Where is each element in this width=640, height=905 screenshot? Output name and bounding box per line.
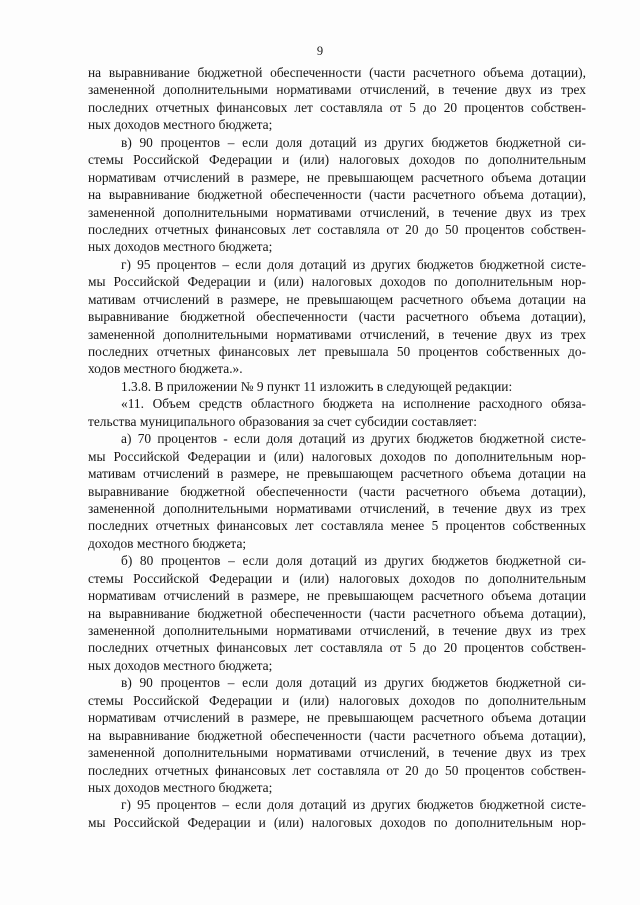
text-line: 1.3.8. В приложении № 9 пункт 11 изложить в следующей редакции: xyxy=(121,378,513,394)
text-line: последних отчетных финансовых лет составляла менее 5 процентов собственных xyxy=(88,518,586,534)
text-line: стемы Российской Федерации и (или) налоговых доходов по дополнительным xyxy=(88,692,586,708)
text-line: мы Российской Федерации и (или) налоговых доходов по дополнительным нор- xyxy=(88,814,586,830)
text-line: «11. Объем средств областного бюджета на исполнение расходного обяза- xyxy=(121,396,586,412)
text-line: последних отчетных финансовых лет составляла от 5 до 20 процентов собствен- xyxy=(88,99,586,115)
text-line: тельства муниципального образования за счет субсидии составляет: xyxy=(88,413,477,429)
text-line: а) 70 процентов - если доля дотаций из других бюджетов бюджетной систе- xyxy=(121,431,586,447)
text-line: б) 80 процентов – если доля дотаций из других бюджетов бюджетной си- xyxy=(121,553,586,569)
text-line: замененной дополнительными нормативами отчислений, в течение двух из трех xyxy=(88,326,586,342)
text-line: ходов местного бюджета.». xyxy=(88,361,243,377)
page-number: 9 xyxy=(316,44,324,58)
text-line: ных доходов местного бюджета; xyxy=(88,779,273,795)
text-line: ных доходов местного бюджета; xyxy=(88,657,273,673)
text-line: замененной дополнительными нормативами отчислений, в течение двух из трех xyxy=(88,745,586,761)
text-line: выравнивание бюджетной обеспеченности (части расчетного объема дотации), xyxy=(88,309,586,325)
text-line: последних отчетных финансовых лет превышала 50 процентов собственных до- xyxy=(88,344,586,359)
text-line: нормативам отчислений в размере, не превышающем расчетного объема дотации xyxy=(88,588,586,604)
text-line: нормативам отчислений в размере, не превышающем расчетного объема дотации xyxy=(88,169,586,185)
text-line: доходов местного бюджета; xyxy=(88,535,247,551)
text-line: мы Российской Федерации и (или) налоговых доходов по дополнительным нор- xyxy=(88,274,586,290)
text-line: последних отчетных финансовых лет составляла от 20 до 50 процентов собствен- xyxy=(88,762,586,778)
text-line: в) 90 процентов – если доля дотаций из других бюджетов бюджетной си- xyxy=(121,134,586,150)
text-line: на выравнивание бюджетной обеспеченности (части расчетного объема дотации), xyxy=(88,187,586,203)
text-line: мативам отчислений в размере, не превышающем расчетного объема дотации на xyxy=(88,291,586,307)
text-line: в) 90 процентов – если доля дотаций из других бюджетов бюджетной си- xyxy=(121,675,586,691)
text-line: на выравнивание бюджетной обеспеченности (части расчетного объема дотации), xyxy=(88,65,586,80)
text-line: мы Российской Федерации и (или) налоговых доходов по дополнительным нор- xyxy=(88,448,586,464)
text-line: последних отчетных финансовых лет составляла от 5 до 20 процентов собствен- xyxy=(88,640,586,656)
text-line: последних отчетных финансовых лет составляла от 20 до 50 процентов собствен- xyxy=(88,221,586,237)
text-line: г) 95 процентов – если доля дотаций из других бюджетов бюджетной систе- xyxy=(121,256,586,272)
text-line: стемы Российской Федерации и (или) налоговых доходов по дополнительным xyxy=(88,152,586,168)
text-line: стемы Российской Федерации и (или) налоговых доходов по дополнительным xyxy=(88,570,586,586)
text-line: на выравнивание бюджетной обеспеченности (части расчетного объема дотации), xyxy=(88,727,586,743)
text-line: мативам отчислений в размере, не превышающем расчетного объема дотации на xyxy=(88,466,586,482)
text-line: замененной дополнительными нормативами отчислений, в течение двух из трех xyxy=(88,623,586,638)
text-line: замененной дополнительными нормативами отчислений, в течение двух из трех xyxy=(88,82,586,98)
text-line: ных доходов местного бюджета; xyxy=(88,239,273,255)
text-line: на выравнивание бюджетной обеспеченности (части расчетного объема дотации), xyxy=(88,605,586,621)
text-line: замененной дополнительными нормативами отчислений, в течение двух из трех xyxy=(88,204,586,220)
text-line: ных доходов местного бюджета; xyxy=(88,117,273,133)
text-line: г) 95 процентов – если доля дотаций из других бюджетов бюджетной систе- xyxy=(121,797,586,813)
text-line: замененной дополнительными нормативами отчислений, в течение двух из трех xyxy=(88,500,586,516)
text-line: нормативам отчислений в размере, не превышающем расчетного объема дотации xyxy=(88,710,586,726)
document-body xyxy=(88,64,586,831)
text-line: выравнивание бюджетной обеспеченности (части расчетного объема дотации), xyxy=(88,483,586,499)
